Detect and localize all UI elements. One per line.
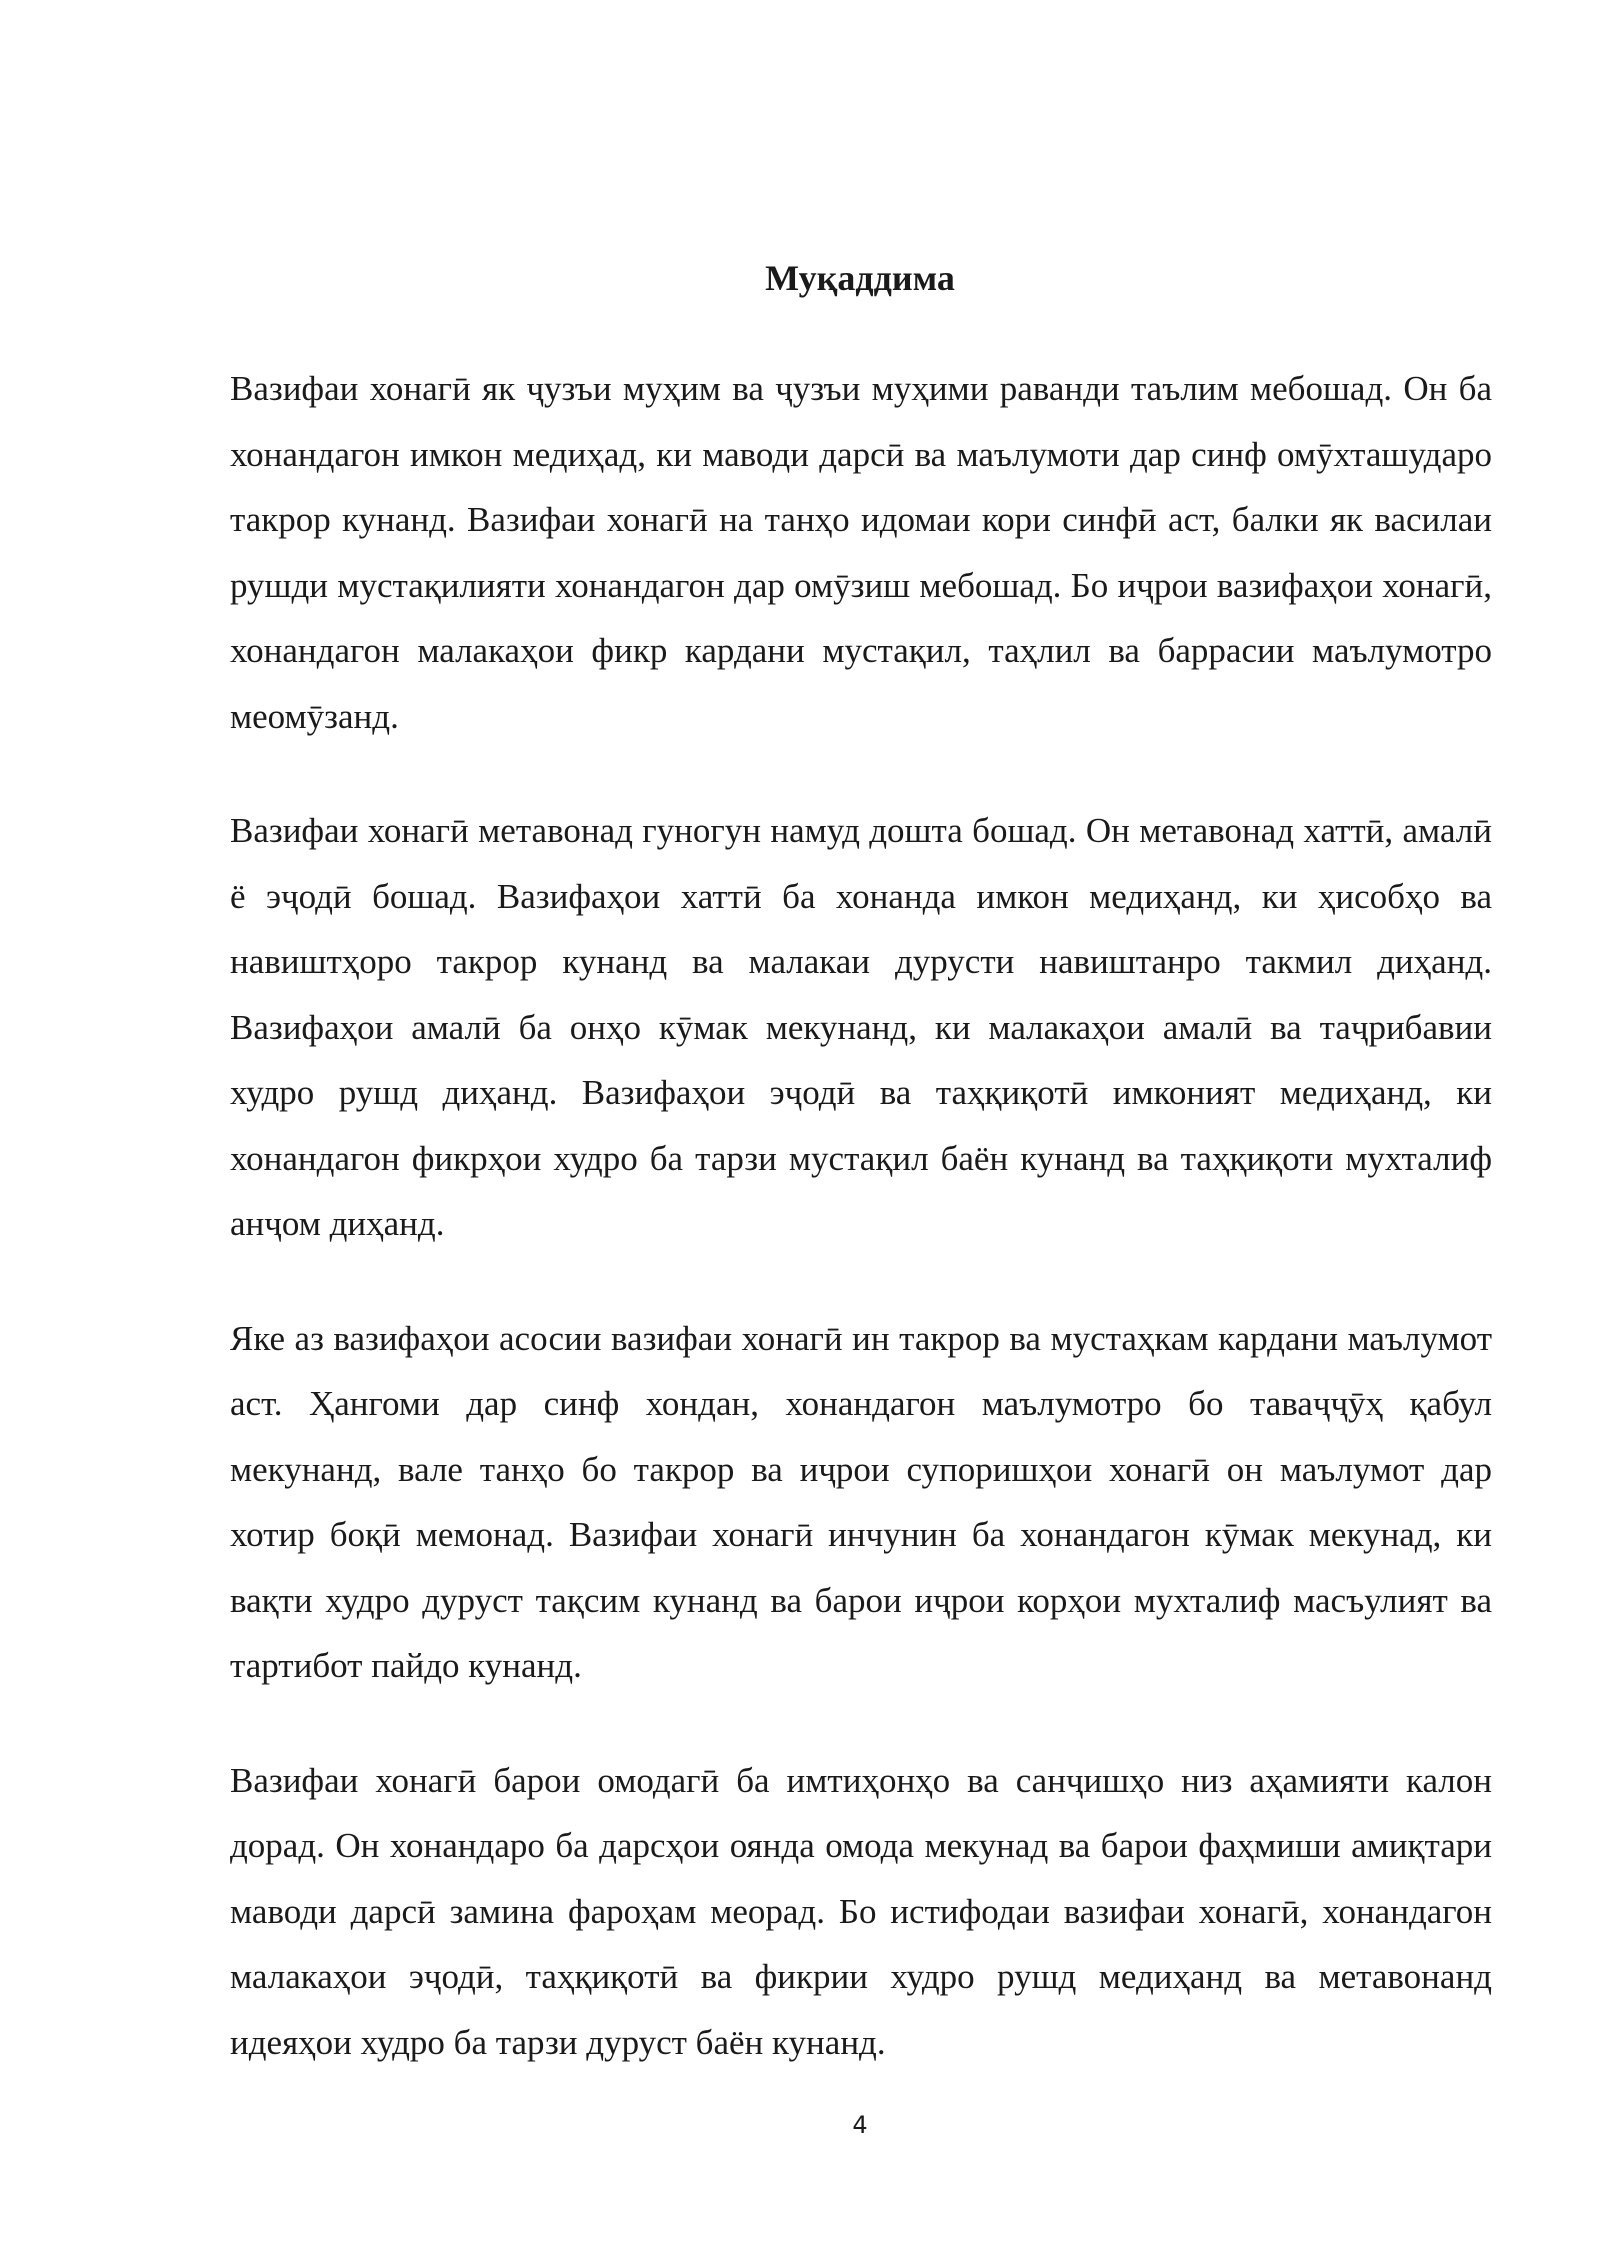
paragraph-4: Вазифаи хонагӣ барои омодагӣ ба имтиҳонҳо ва санҷишҳо низ аҳамияти калон дорад. Он хонандаро ба дарсҳои оянда омода мекунад ва барои фаҳмиши амиқтари маводи дарсӣ замина фароҳам меорад. Бо истифодаи вазифаи хонагӣ, хонандагон малакаҳои эҷодӣ, таҳқиқотӣ ва фикрии худро рушд медиҳанд ва метавонанд идеяҳои худро ба тарзи дуруст баён кунанд. bbox=[230, 1760, 1492, 2062]
page-title: Муқаддима bbox=[765, 258, 955, 298]
paragraph-3: Яке аз вазифаҳои асосии вазифаи хонагӣ ин такрор ва мустаҳкам кардани маълумот аст. Ҳангоми дар синф хондан, хонандагон маълумотро бо таваҷҷӯҳ қабул мекунанд, вале танҳо бо такрор ва иҷрои супоришҳои хонагӣ он маълумот дар хотир боқӣ мемонад. Вазифаи хонагӣ инчунин ба хонандагон кӯмак мекунад, ки вақти худро дуруст тақсим кунанд ва барои иҷрои корҳои мухталиф масъулият ва тартибот пайдо кунанд. bbox=[230, 1318, 1492, 1685]
paragraph-1: Вазифаи хонагӣ як ҷузъи муҳим ва ҷузъи муҳими раванди таълим мебошад. Он ба хонандагон имкон медиҳад, ки маводи дарсӣ ва маълумоти дар синф омӯхташударо такрор кунанд. Вазифаи хонагӣ на танҳо идомаи кори синфӣ аст, балки як василаи рушди мустақилияти хонандагон дар омӯзиш мебошад. Бо иҷрои вазифаҳои хонагӣ, хонандагон малакаҳои фикр кардани мустақил, таҳлил ва баррасии маълумотро меомӯзанд. bbox=[230, 369, 1492, 736]
page-number: 4 bbox=[852, 2111, 868, 2139]
document-body bbox=[230, 356, 1492, 2124]
paragraph-2: Вазифаи хонагӣ метавонад гуногун намуд дошта бошад. Он метавонад хаттӣ, амалӣ ё эҷодӣ бошад. Вазифаҳои хаттӣ ба хонанда имкон медиҳанд, ки ҳисобҳо ва навиштҳоро такрор кунанд ва малакаи дурусти навиштанро такмил диҳанд. Вазифаҳои амалӣ ба онҳо кӯмак мекунанд, ки малакаҳои амалӣ ва таҷрибавии худро рушд диҳанд. Вазифаҳои эҷодӣ ва таҳқиқотӣ имконият медиҳанд, ки хонандагон фикрҳои худро ба тарзи мустақил баён кунанд ва таҳқиқоти мухталиф анҷом диҳанд. bbox=[230, 811, 1492, 1243]
